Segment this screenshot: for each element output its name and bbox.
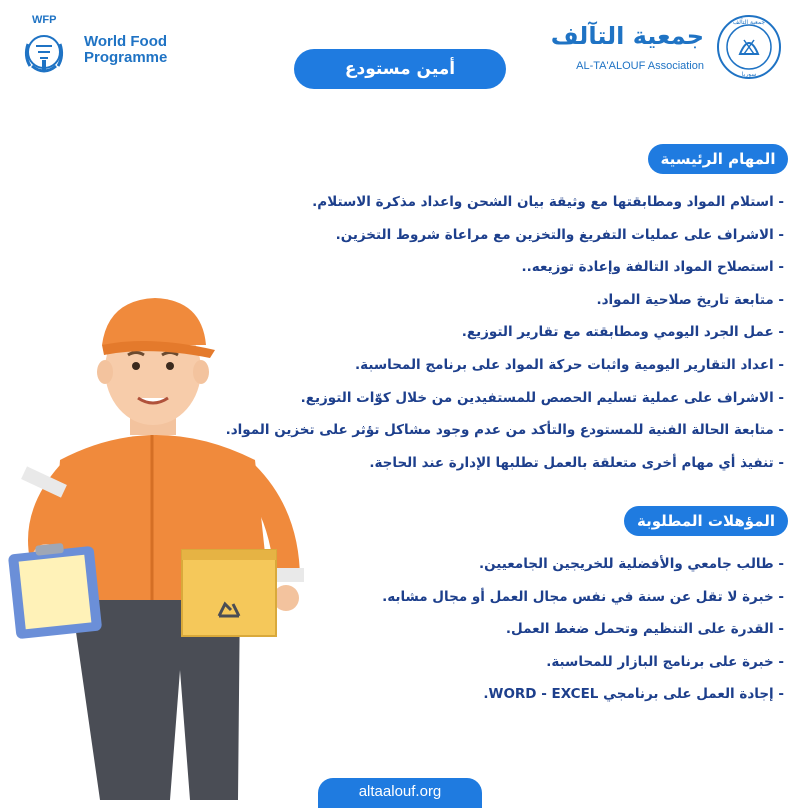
wfp-acronym: WFP	[32, 14, 57, 26]
list-item: - عمل الجرد اليومي ومطابقته مع تقارير التوزيع.	[461, 324, 784, 341]
website-link[interactable]: altaalouf.org	[318, 778, 482, 808]
taalouf-emblem-country: سوريا	[741, 71, 757, 78]
list-item: - تنفيذ أي مهام أخرى متعلقة بالعمل تطلبها الإدارة عند الحاجة.	[369, 454, 784, 471]
list-item: - طالب جامعي والأفضلية للخريجين الجامعيين.	[478, 556, 784, 572]
taalouf-emblem-text: جمعية التآلف	[732, 19, 766, 26]
list-item: - الاشراف على عملية تسليم الحصص للمستفيدين من خلال كوّات التوزيع.	[300, 389, 784, 406]
job-title: أمين مستودع	[294, 49, 506, 89]
taalouf-arabic-name: جمعية التآلف	[550, 22, 704, 50]
clipboard-icon	[8, 543, 102, 639]
list-item: - متابعة تاريخ صلاحية المواد.	[596, 291, 784, 308]
list-item: - القدرة على التنظيم وتحمل ضغط العمل.	[505, 621, 784, 638]
list-item: - خبرة على برنامج البازار للمحاسبة.	[546, 653, 784, 670]
tasks-heading: المهام الرئيسية	[648, 144, 788, 174]
qualifications-heading: المؤهلات المطلوبة	[624, 506, 788, 536]
list-item: - متابعة الحالة الفنية للمستودع والتأكد من عدم وجود مشاكل تؤثر على تخزين المواد.	[225, 422, 784, 439]
list-item: - استصلاح المواد التالفة وإعادة توزيعه..	[521, 259, 784, 276]
list-item: - خبرة لا تقل عن سنة في نفس مجال العمل أو مجال مشابه.	[382, 588, 784, 605]
list-item: - اعداد التقارير اليومية واثبات حركة المواد على برنامج المحاسبة.	[355, 356, 784, 373]
taalouf-english-name: AL-TA'ALOUF Association	[576, 60, 704, 72]
wfp-emblem-icon	[18, 26, 70, 78]
list-item: - الاشراف على عمليات التفريغ والتخزين مع مراعاة شروط التخزين.	[335, 226, 784, 243]
taalouf-logo	[550, 10, 782, 84]
wfp-name: World Food Programme	[84, 33, 168, 66]
warehouse-worker-illustration	[0, 260, 330, 800]
wfp-logo	[14, 12, 184, 82]
list-item: - إجادة العمل على برنامجي WORD - EXCEL.	[483, 686, 784, 703]
list-item: - استلام المواد ومطابقتها مع وثيقة بيان الشحن واعداد مذكرة الاستلام.	[312, 194, 784, 210]
taalouf-emblem-icon	[716, 14, 782, 80]
